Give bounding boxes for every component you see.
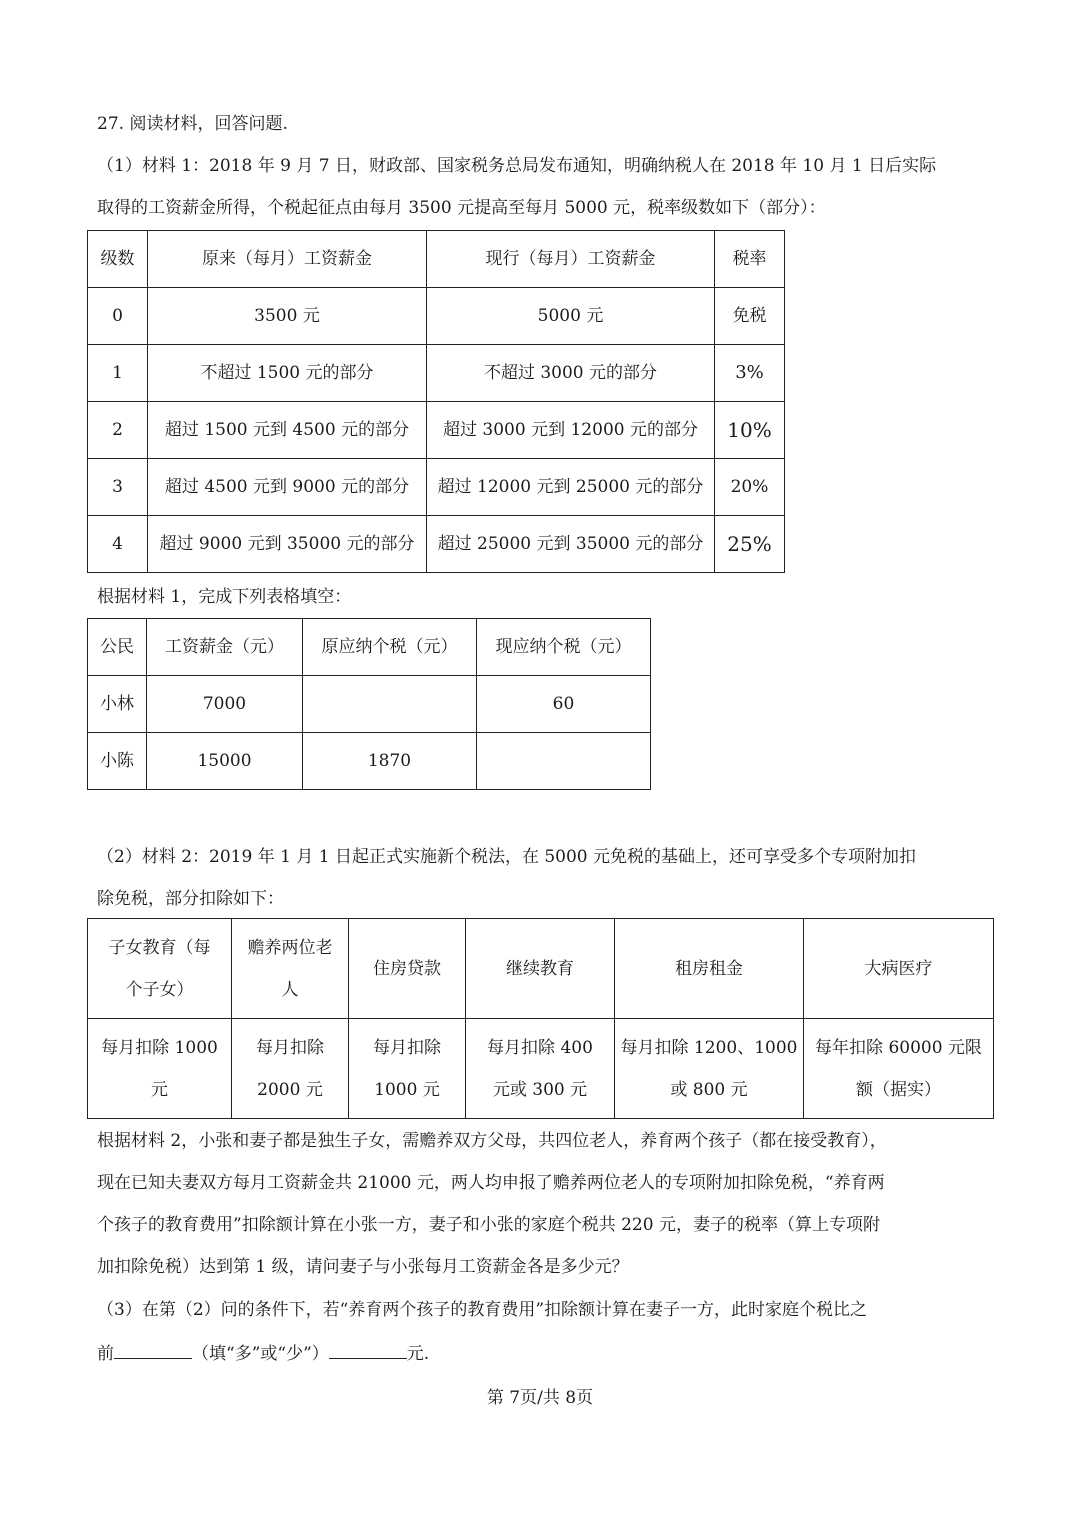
table-cell: 1870 <box>303 733 477 790</box>
table-cell: 超过 4500 元到 9000 元的部分 <box>148 459 427 516</box>
table-cell: 5000 元 <box>427 288 715 345</box>
table-cell: 2 <box>88 402 148 459</box>
table-cell: 每月扣除 2000 元 <box>232 1019 349 1119</box>
table-header-cell: 大病医疗 <box>804 919 994 1019</box>
table-cell: 0 <box>88 288 148 345</box>
fill-in-table-header <box>88 619 651 676</box>
table-header-cell: 原应纳个税（元） <box>303 619 477 676</box>
table-cell: 每月扣除 1000 元 <box>349 1019 466 1119</box>
table2-intro: 根据材料 1，完成下列表格填空： <box>97 587 352 607</box>
answer-blank-more-less[interactable] <box>114 1340 192 1359</box>
table-cell: 每年扣除 60000 元限 额（据实） <box>804 1019 994 1119</box>
answer-blank-cell[interactable] <box>477 733 651 790</box>
table-row <box>88 676 651 733</box>
part2-question-line2: 现在已知夫妻双方每月工资薪金共 21000 元，两人均申报了赡养两位老人的专项附加扣除免税，“养育两 <box>97 1173 885 1193</box>
table-cell: 超过 1500 元到 4500 元的部分 <box>148 402 427 459</box>
table-cell: 60 <box>477 676 651 733</box>
tax-rate-table <box>87 230 785 573</box>
deduction-table <box>87 918 994 1119</box>
table-header-cell: 工资薪金（元） <box>147 619 303 676</box>
part3-middle: （填“多”或“少”） <box>192 1344 329 1364</box>
table-cell: 7000 <box>147 676 303 733</box>
table-header-cell: 赡养两位老 人 <box>232 919 349 1019</box>
table-cell: 25% <box>715 516 785 573</box>
table-header-cell: 税率 <box>715 231 785 288</box>
table-cell: 每月扣除 1200、1000 或 800 元 <box>615 1019 804 1119</box>
table-cell: 不超过 1500 元的部分 <box>148 345 427 402</box>
answer-blank-amount[interactable] <box>329 1340 407 1359</box>
table-header-cell: 继续教育 <box>466 919 615 1019</box>
table-row <box>88 1019 994 1119</box>
answer-blank-cell[interactable] <box>303 676 477 733</box>
table-cell: 每月扣除 1000 元 <box>88 1019 232 1119</box>
table-cell: 超过 3000 元到 12000 元的部分 <box>427 402 715 459</box>
table-header-cell: 住房贷款 <box>349 919 466 1019</box>
table-row <box>88 459 785 516</box>
table-header-cell: 级数 <box>88 231 148 288</box>
part2-text-line2: 除免税，部分扣除如下： <box>97 889 284 909</box>
part1-text-line2: 取得的工资薪金所得，个税起征点由每月 3500 元提高至每月 5000 元，税率级数如下（部分）： <box>97 198 826 218</box>
table-row <box>88 733 651 790</box>
part2-text-line1: （2）材料 2：2019 年 1 月 1 日起正式实施新个税法，在 5000 元免税的基础上，还可享受多个专项附加扣 <box>97 847 917 867</box>
tax-rate-table-header <box>88 231 785 288</box>
deduction-table-header <box>88 919 994 1019</box>
page-footer: 第 7页/共 8页 <box>486 1388 594 1408</box>
table-cell: 超过 12000 元到 25000 元的部分 <box>427 459 715 516</box>
table-header-cell: 子女教育（每 个子女） <box>88 919 232 1019</box>
part2-question-line1: 根据材料 2，小张和妻子都是独生子女，需赡养双方父母，共四位老人，养育两个孩子（都在接受教育）， <box>97 1131 887 1151</box>
part3-prefix: 前 <box>97 1344 114 1364</box>
table-cell: 免税 <box>715 288 785 345</box>
table-row <box>88 402 785 459</box>
table-cell: 小陈 <box>88 733 147 790</box>
table-cell: 15000 <box>147 733 303 790</box>
table-cell: 4 <box>88 516 148 573</box>
part3-text-line1: （3）在第（2）问的条件下，若“养育两个孩子的教育费用”扣除额计算在妻子一方，此时家庭个税比之 <box>97 1300 868 1320</box>
table-cell: 小林 <box>88 676 147 733</box>
part2-question-line4: 加扣除免税）达到第 1 级，请问妻子与小张每月工资薪金各是多少元？ <box>97 1257 629 1277</box>
table-cell: 不超过 3000 元的部分 <box>427 345 715 402</box>
table-row <box>88 345 785 402</box>
table-cell: 3 <box>88 459 148 516</box>
table-header-cell: 租房租金 <box>615 919 804 1019</box>
table-cell: 每月扣除 400 元或 300 元 <box>466 1019 615 1119</box>
part1-text-line1: （1）材料 1：2018 年 9 月 7 日，财政部、国家税务总局发布通知，明确纳税人在 2018 年 10 月 1 日后实际 <box>97 156 937 176</box>
table-row <box>88 288 785 345</box>
table-header-cell: 现应纳个税（元） <box>477 619 651 676</box>
part3-text-line2 <box>97 1340 429 1366</box>
table-header-cell: 公民 <box>88 619 147 676</box>
table-cell: 3% <box>715 345 785 402</box>
part2-question-line3: 个孩子的教育费用”扣除额计算在小张一方，妻子和小张的家庭个税共 220 元，妻子的税率（算上专项附 <box>97 1215 880 1235</box>
table-header-cell: 现行（每月）工资薪金 <box>427 231 715 288</box>
table-cell: 3500 元 <box>148 288 427 345</box>
part3-suffix: 元. <box>406 1344 430 1364</box>
question-title: 27. 阅读材料，回答问题. <box>97 114 288 134</box>
table-cell: 超过 9000 元到 35000 元的部分 <box>148 516 427 573</box>
table-cell: 超过 25000 元到 35000 元的部分 <box>427 516 715 573</box>
table-header-cell: 原来（每月）工资薪金 <box>148 231 427 288</box>
table-row <box>88 516 785 573</box>
fill-in-table <box>87 618 651 790</box>
table-cell: 10% <box>715 402 785 459</box>
table-cell: 20% <box>715 459 785 516</box>
table-cell: 1 <box>88 345 148 402</box>
